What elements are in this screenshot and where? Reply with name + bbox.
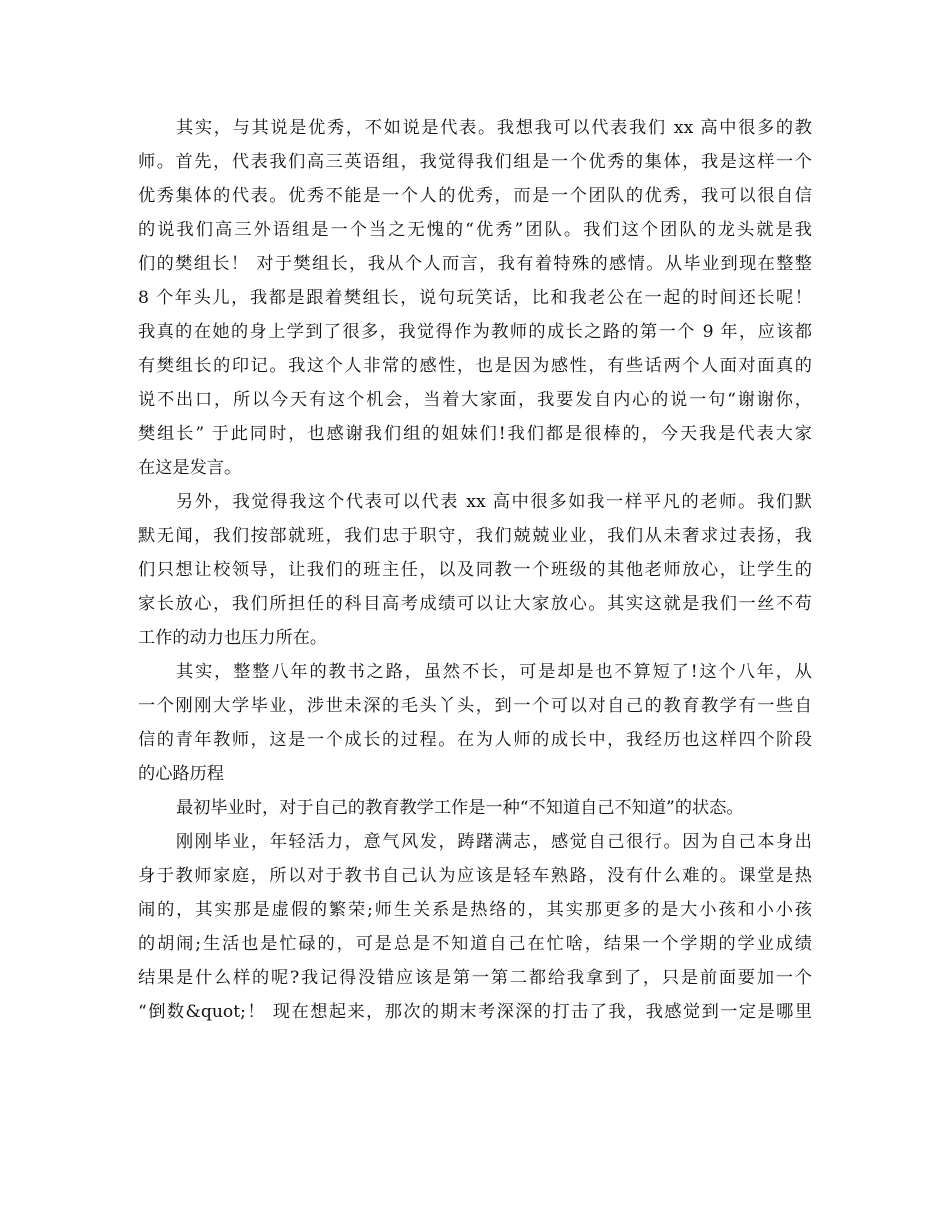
text-line: 一个刚刚大学毕业，涉世未深的毛头丫头，到一个可以对自己的教育教学有一些自: [138, 696, 812, 716]
text-line: “倒数&quot;！ 现在想起来，那次的期末考深深的打击了我，我感觉到一定是哪里: [138, 1002, 812, 1022]
text-line: 刚刚毕业，年轻活力，意气风发，踌躇满志，感觉自己很行。因为自己本身出: [176, 832, 812, 852]
text-line: 我真的在她的身上学到了很多，我觉得作为教师的成长之路的第一个 9 年，应该都: [138, 322, 812, 342]
text-line: 另外，我觉得我这个代表可以代表 xx 高中很多如我一样平凡的老师。我们默: [176, 492, 812, 512]
text-line: 说不出口，所以今天有这个机会，当着大家面，我要发自内心的说一句“谢谢你，: [138, 390, 812, 410]
text-line: 默无闻，我们按部就班，我们忠于职守，我们兢兢业业，我们从未奢求过表扬，我: [138, 526, 812, 546]
text-line: 的说我们高三外语组是一个当之无愧的“优秀”团队。我们这个团队的龙头就是我: [138, 220, 812, 240]
text-line: 家长放心，我们所担任的科目高考成绩可以让大家放心。其实这就是我们一丝不苟: [138, 594, 812, 614]
text-line: 们的樊组长！ 对于樊组长，我从个人而言，我有着特殊的感情。从毕业到现在整整: [138, 254, 812, 274]
text-line: 信的青年教师，这是一个成长的过程。在为人师的成长中，我经历也这样四个阶段: [138, 730, 812, 750]
text-line: 其实，整整八年的教书之路，虽然不长，可是却是也不算短了!这个八年，从: [176, 662, 812, 682]
text-line: 闹的，其实那是虚假的繁荣;师生关系是热络的，其实那更多的是大小孩和小小孩: [138, 900, 812, 920]
text-line: 们只想让校领导，让我们的班主任，以及同教一个班级的其他老师放心，让学生的: [138, 560, 812, 580]
text-line: 师。首先，代表我们高三英语组，我觉得我们组是一个优秀的集体，我是这样一个: [138, 152, 812, 172]
text-line: 有樊组长的印记。我这个人非常的感性，也是因为感性，有些话两个人面对面真的: [138, 356, 812, 376]
text-line: 的心路历程: [138, 764, 224, 784]
text-line: 8 个年头儿，我都是跟着樊组长，说句玩笑话，比和我老公在一起的时间还长呢！: [138, 288, 812, 308]
text-line: 工作的动力也压力所在。: [138, 628, 328, 648]
text-line: 最初毕业时，对于自己的教育教学工作是一种“不知道自己不知道”的状态。: [176, 798, 744, 818]
text-line: 身于教师家庭，所以对于教书自己认为应该是轻车熟路，没有什么难的。课堂是热: [138, 866, 812, 886]
text-line: 其实，与其说是优秀，不如说是代表。我想我可以代表我们 xx 高中很多的教: [176, 118, 812, 138]
text-line: 樊组长” 于此同时，也感谢我们组的姐妹们!我们都是很棒的，今天我是代表大家: [138, 424, 812, 444]
text-line: 结果是什么样的呢?我记得没错应该是第一第二都给我拿到了，只是前面要加一个: [138, 968, 812, 988]
text-line: 优秀集体的代表。优秀不能是一个人的优秀，而是一个团队的优秀，我可以很自信: [138, 186, 812, 206]
text-line: 在这是发言。: [138, 458, 242, 478]
text-line: 的胡闹;生活也是忙碌的，可是总是不知道自己在忙啥，结果一个学期的学业成绩: [138, 934, 812, 954]
